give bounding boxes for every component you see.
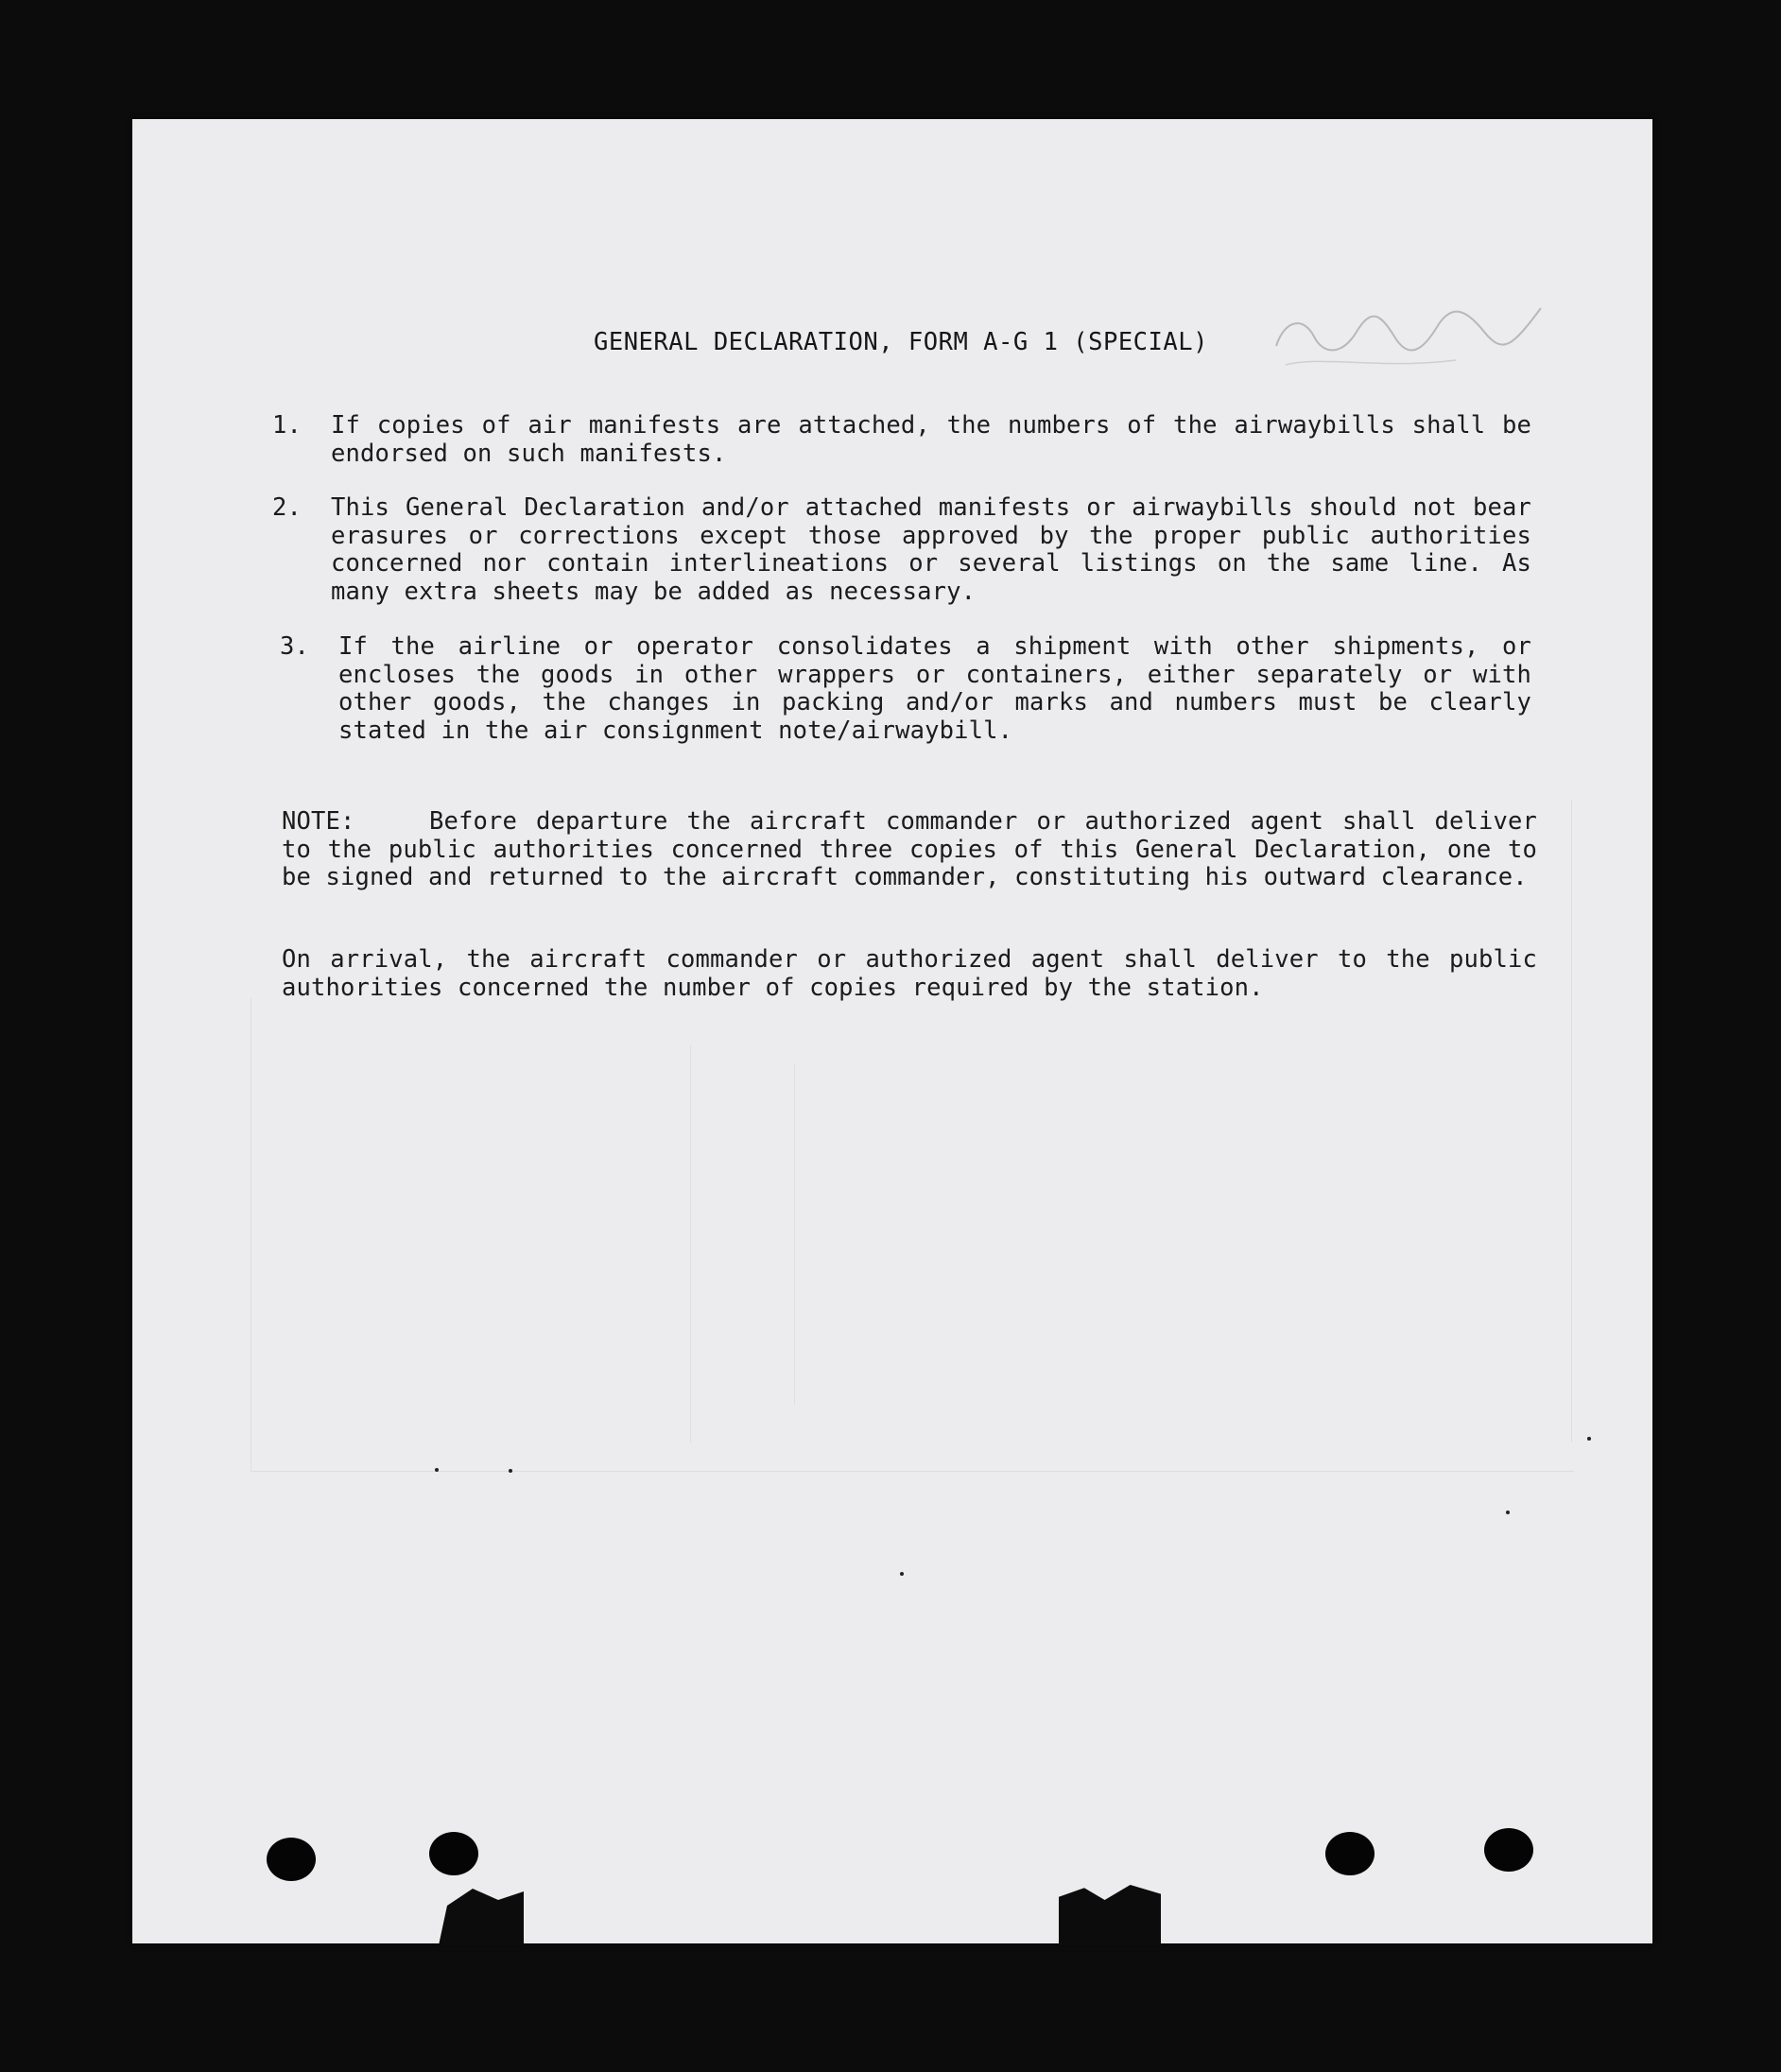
note-text: Before departure the aircraft commander or authorized agent shall deliver to the public authorities concerned three copies of this General Declaration, one to be signed and returned to the aircraft commander, constituting his outward clearance. xyxy=(282,807,1537,891)
dust-speck xyxy=(1587,1437,1591,1441)
arrival-paragraph: On arrival, the aircraft commander or authorized agent shall deliver to the public authorities concerned the number of copies required by the station. xyxy=(282,945,1537,1002)
note-paragraph xyxy=(282,808,1537,892)
page-title: GENERAL DECLARATION, FORM A-G 1 (SPECIAL) xyxy=(594,328,1208,356)
torn-edge xyxy=(439,1889,524,1945)
list-item-text: If copies of air manifests are attached, the numbers of the airwaybills shall be endorsed on such manifests. xyxy=(331,411,1531,468)
document-page xyxy=(132,119,1652,1943)
list-item xyxy=(272,494,1530,608)
show-through-line xyxy=(1571,800,1572,1442)
list-item-text: This General Declaration and/or attached manifests or airwaybills should not bear erasures or corrections except those approved by the proper public authorities concerned nor contain interlineations or several listings on the same line. As many extra sheets may be added as necessary. xyxy=(331,493,1531,606)
show-through-line xyxy=(794,1064,795,1405)
list-item-number: 3. xyxy=(280,632,310,661)
list-item-number: 1. xyxy=(272,411,303,440)
list-item xyxy=(272,633,1530,747)
punch-hole xyxy=(1484,1828,1533,1872)
list-item xyxy=(272,412,1530,469)
list-item-number: 2. xyxy=(272,493,303,522)
dust-speck xyxy=(900,1572,904,1576)
dust-speck xyxy=(435,1468,439,1472)
punch-hole xyxy=(429,1832,478,1875)
show-through-line xyxy=(690,1045,691,1442)
punch-hole xyxy=(267,1838,316,1881)
list-item-text: If the airline or operator consolidates a shipment with other shipments, or encloses the goods in other wrappers or containers, either separately or with other goods, the changes in packing and/or marks and numbers must be clearly stated in the air consignment note/airwaybill. xyxy=(338,632,1531,745)
dust-speck xyxy=(1506,1511,1510,1514)
show-through-line xyxy=(251,1471,1574,1472)
punch-hole xyxy=(1325,1832,1375,1875)
note-label: NOTE: xyxy=(282,807,355,836)
pencil-scribble-mark xyxy=(1267,280,1550,384)
dust-speck xyxy=(509,1469,512,1473)
torn-edge xyxy=(1059,1885,1161,1945)
